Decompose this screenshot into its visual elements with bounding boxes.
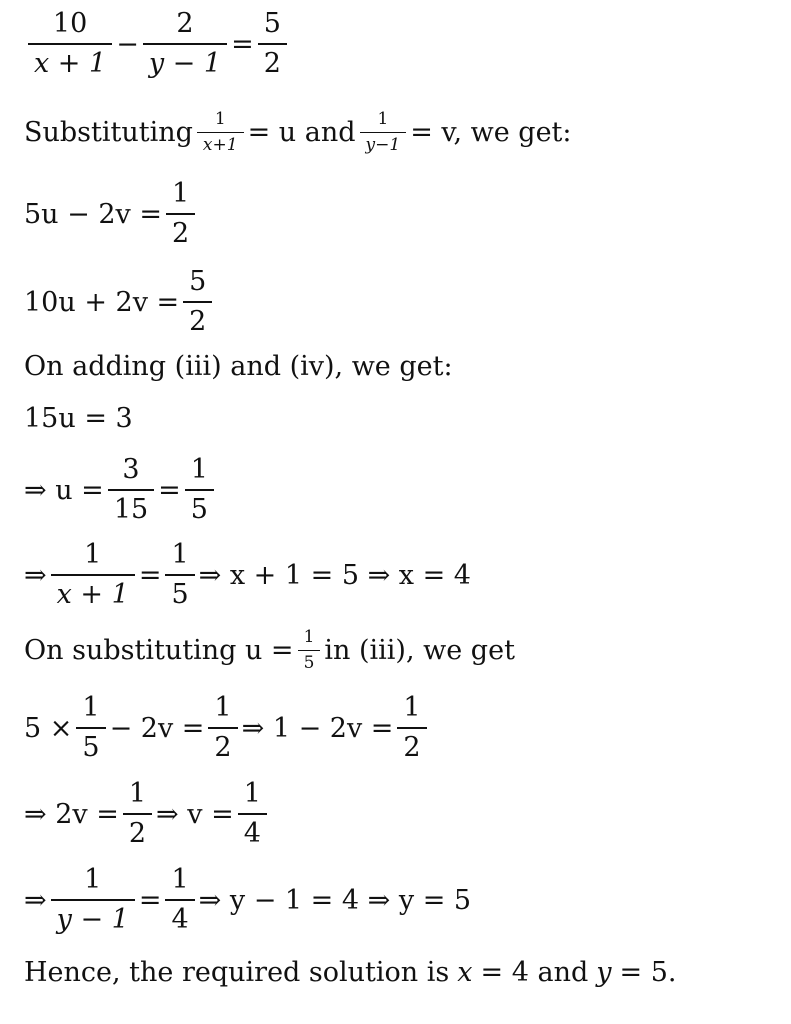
fraction: $\frac{1}{2}$ [397, 693, 426, 762]
fraction: $\frac{1}{5}$ [76, 693, 105, 762]
equation-v-step2: ⇒ 2v = $\frac{1}{2}$ ⇒ v = $\frac{1}{4}$ [24, 784, 271, 844]
equation-1: $\frac{10}{x + 1}$ − $\frac{2}{y - 1}$ = $\frac{5}{2}$ [24, 14, 291, 74]
equation-u: ⇒ u = $\frac{3}{15}$ = $\frac{1}{5}$ [24, 460, 218, 520]
fraction: $\frac{1}{4}$ [238, 779, 267, 848]
equation-iv: 10u + 2v = $\frac{5}{2}$ [24, 272, 216, 332]
conclusion: Hence, the required solution is x = 4 and y = 5. [24, 956, 677, 988]
fraction: $\frac{5}{2}$ [258, 9, 287, 78]
fraction: $\frac{10}{x + 1}$ [28, 9, 112, 78]
fraction: $\frac{1}{5}$ [165, 540, 194, 609]
fraction: $\frac{1}{y - 1}$ [51, 865, 135, 934]
fraction: $\frac{1}{2}$ [123, 779, 152, 848]
equation-15u: 15u = 3 [24, 402, 133, 434]
fraction: $\frac{2}{y - 1}$ [143, 9, 227, 78]
equation-v-step1: 5 × $\frac{1}{5}$ − 2v = $\frac{1}{2}$ ⇒ 1 − 2v = $\frac{1}{2}$ [24, 698, 431, 758]
fraction: $\frac{1}{2}$ [208, 693, 237, 762]
fraction: $\frac{1}{5}$ [185, 455, 214, 524]
substitution-u-line: On substituting u = $\frac{1}{5}$ in (iii), we get [24, 626, 515, 673]
fraction: $\frac{3}{15}$ [108, 455, 154, 524]
text-adding: On adding (iii) and (iv), we get: [24, 350, 453, 382]
fraction: $\frac{1}{y-1}$ [360, 110, 407, 154]
fraction: $\frac{1}{2}$ [166, 179, 195, 248]
equation-y: ⇒ $\frac{1}{y - 1}$ = $\frac{1}{4}$ ⇒ y − 1 = 4 ⇒ y = 5 [24, 864, 472, 935]
fraction: $\frac{1}{x + 1}$ [51, 540, 135, 609]
fraction: $\frac{1}{4}$ [165, 865, 194, 934]
fraction: $\frac{1}{x+1}$ [197, 110, 244, 154]
equation-x: ⇒ $\frac{1}{x + 1}$ = $\frac{1}{5}$ ⇒ x + 1 = 5 ⇒ x = 4 [24, 539, 471, 610]
substitution-line: Substituting $\frac{1}{x+1}$ = u and $\frac{1}{y-1}$ = v, we get: [24, 108, 572, 155]
fraction: $\frac{1}{5}$ [298, 628, 321, 672]
fraction: $\frac{5}{2}$ [183, 267, 212, 336]
equation-iii: 5u − 2v = $\frac{1}{2}$ [24, 184, 199, 244]
